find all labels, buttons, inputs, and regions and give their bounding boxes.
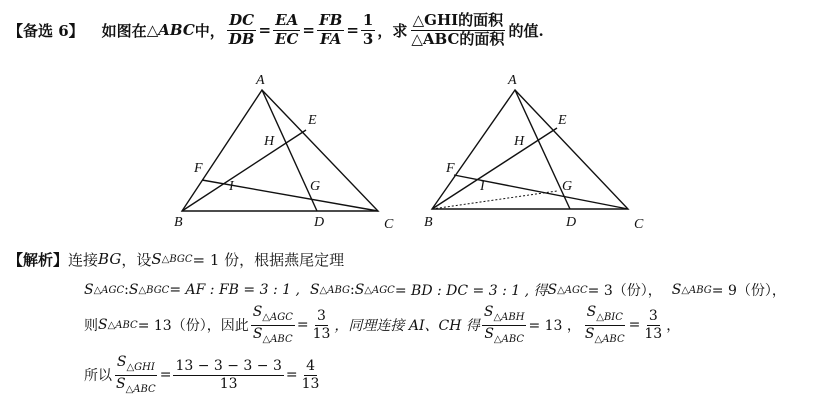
area-symbol: S	[116, 354, 127, 370]
ratio-one-third: $\frac{1}{3}$	[362, 10, 374, 48]
label-a: A	[256, 73, 265, 88]
label-i: I	[229, 179, 234, 194]
area-ratio-question: $\frac{\text{△GHI的面积}}{\text{△ABC的面积}}$	[411, 10, 505, 48]
label-e: E	[558, 113, 567, 128]
problem-intro: 如图在	[101, 21, 147, 40]
problem-ask: ，求	[377, 21, 408, 40]
label-h: H	[514, 134, 525, 149]
ratio-fb-fa: $\frac{FB}{FA}$	[319, 10, 343, 48]
area-subscript: △ABC	[594, 333, 625, 345]
label-g: G	[562, 179, 573, 194]
cevian-ad-left	[262, 90, 317, 211]
text: 则	[84, 318, 98, 334]
problem-mid: 中，	[194, 21, 225, 40]
label-f: F	[194, 161, 203, 176]
solution-line-3	[84, 303, 680, 347]
area-symbol: S	[483, 304, 494, 320]
text: =	[285, 367, 298, 383]
area-subscript: △ABC	[125, 383, 156, 395]
area-subscript: △ABC	[493, 333, 525, 345]
fraction-3-13: $\frac{3}{13}$	[312, 307, 331, 342]
label-c: C	[384, 217, 394, 232]
solution-line-2	[84, 279, 786, 301]
label-c: C	[634, 217, 644, 232]
eq-sign: =	[346, 21, 359, 39]
area-symbol: S	[128, 282, 139, 298]
solution-line-4	[84, 352, 323, 398]
label-f: F	[446, 161, 455, 176]
label-d: D	[566, 215, 577, 230]
fraction-ghi-abc	[114, 355, 158, 395]
ratio-ea-ec: $\frac{EA}{EC}$	[275, 10, 299, 48]
label-d: D	[314, 215, 325, 230]
text: :	[349, 282, 355, 298]
area-subscript: △BGC	[161, 253, 193, 265]
text: 连接	[68, 250, 99, 269]
figure-right	[432, 90, 628, 209]
fraction-abh-abc	[482, 305, 527, 345]
label-h: H	[264, 134, 275, 149]
area-subscript: △AGC	[557, 284, 588, 296]
text: ，设	[121, 250, 152, 269]
text: = 9（份），	[711, 283, 786, 299]
area-symbol: S	[98, 317, 108, 333]
area-subscript: △ABH	[493, 312, 525, 323]
label-e: E	[308, 113, 317, 128]
area-symbol: S	[84, 282, 94, 298]
area-subscript: △ABC	[107, 319, 138, 331]
area-symbol: S	[252, 304, 263, 320]
label-i: I	[480, 179, 485, 194]
text: = 1 份，根据燕尾定理	[192, 250, 345, 269]
area-symbol: S	[484, 325, 494, 342]
area-subscript: △BGC	[138, 284, 170, 296]
text: :	[124, 282, 129, 298]
text: =	[628, 317, 641, 333]
problem-tail: 的值.	[508, 21, 544, 40]
fraction-3-13: $\frac{3}{13}$	[644, 307, 663, 342]
ratio-dc-db: $\frac{DC}{DB}$	[228, 10, 255, 48]
segment-bg: BG	[98, 250, 122, 268]
area-symbol: S	[309, 282, 320, 298]
area-subscript: △GHI	[126, 362, 155, 373]
text: ，	[666, 318, 681, 334]
figure-left	[182, 90, 378, 211]
text: = AF : FB = 3 : 1 ,	[169, 282, 300, 298]
area-symbol: S	[547, 282, 558, 298]
label-a: A	[508, 73, 517, 88]
area-symbol: S	[354, 282, 365, 298]
eq-sign: =	[302, 21, 315, 39]
area-symbol: S	[586, 304, 597, 320]
fraction-bic-abc	[583, 305, 627, 345]
fraction-subtraction: $\frac{13 - 3 - 3 - 3}{13}$	[175, 357, 282, 392]
text: = 3（份），	[587, 283, 662, 299]
text: =	[159, 367, 172, 383]
label-g: G	[310, 179, 321, 194]
fraction-4-13: $\frac{4}{13}$	[301, 357, 320, 392]
area-subscript: △AGC	[364, 284, 395, 296]
figure-right-labels	[424, 73, 644, 232]
solution-line-1	[8, 248, 344, 270]
area-subscript: △ABG	[681, 284, 712, 296]
area-symbol: S	[151, 250, 162, 268]
area-symbol: S	[671, 282, 682, 298]
area-subscript: △AGC	[262, 312, 293, 323]
triangle-abc: △ABC	[146, 21, 195, 39]
text: 所以	[84, 368, 112, 384]
label-b: B	[424, 215, 433, 230]
area-symbol: S	[584, 325, 595, 342]
area-subscript: △ABC	[262, 333, 293, 345]
text: = BD : DC = 3 : 1 , 得	[394, 283, 548, 299]
text: = 13 ，	[528, 318, 581, 334]
text: =	[296, 317, 309, 333]
solution-header: 【解析】	[8, 250, 69, 269]
area-subscript: △ABG	[319, 284, 350, 296]
eq-sign: =	[258, 21, 272, 39]
triangle-abc-right	[432, 90, 628, 209]
fraction-agc-abc	[251, 305, 295, 345]
area-symbol: S	[116, 375, 126, 392]
text: ，同理连接 AI、CH 得	[334, 318, 480, 334]
dashed-bg	[432, 191, 557, 209]
label-b: B	[174, 215, 183, 230]
triangle-abc-left	[182, 90, 378, 211]
text: = 13（份），因此	[137, 318, 249, 334]
area-subscript: △AGC	[93, 284, 125, 296]
area-subscript: △BIC	[596, 312, 623, 323]
problem-tag: 【备选 6】	[8, 21, 84, 40]
area-symbol: S	[252, 325, 263, 342]
